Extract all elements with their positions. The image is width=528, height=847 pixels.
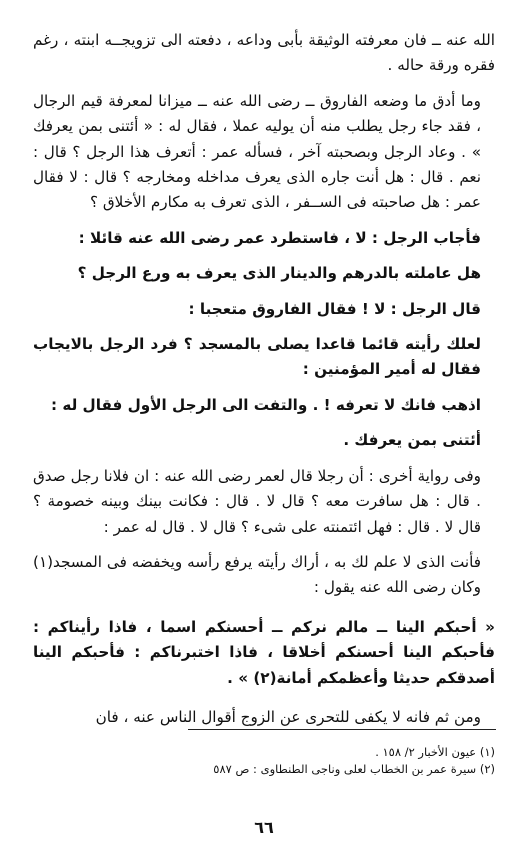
paragraph-10: فأنت الذى لا علم لك به ، أراك رأيته يرفع رأسه ويخفضه فى المسجد(١) وكان رضى الله عنه يقول : — [33, 552, 481, 597]
paragraph-1: الله عنه ــ فان معرفته الوثيقة بأبى وداعه ، دفعته الى تزويجــه ابنته ، رغم فقره ورقة حاله . — [33, 31, 495, 75]
paragraph-4: هل عاملته بالدرهم والدينار الذى يعرف به ورع الرجل ؟ — [77, 264, 481, 283]
paragraph-8: أئتنى بمن يعرفك . — [343, 431, 481, 450]
paragraph-7: اذهب فانك لا تعرفه ! . والتفت الى الرجل الأول فقال له : — [51, 395, 481, 414]
page-number: ٦٦ — [254, 818, 274, 837]
paragraph-2: وما أدق ما وضعه الفاروق ــ رضى الله عنه ــ ميزانا لمعرفة قيم الرجال ، فقد جاء رجل يطلب منه أن يوليه عملا ، فقال له : « أئتنى بمن يعرفك » . وعاد الرجل وبصحبته آخر ، فسأله عمر : أتعرف هذا الرجل ؟ قال : نعم . قال : هل أنت جاره الذى يعرف مداخله ومخارجه ؟ قال : لا فقال عمر : هل صاحبته فى الســفر ، الذى تعرف به مكارم الأخلاق ؟ — [33, 91, 481, 212]
footnote-divider — [188, 729, 496, 730]
paragraph-3: فأجاب الرجل : لا ، فاستطرد عمر رضى الله عنه قائلا : — [78, 228, 481, 247]
paragraph-6: لعلك رأيته قائما قاعدا يصلى بالمسجد ؟ فرد الرجل بالايجاب فقال له أمير المؤمنين : — [33, 335, 481, 379]
quote-paragraph: « أحبكم الينا ــ مالم نركم ــ أحسنكم اسما ، فاذا رأيناكم : فأحبكم الينا أحسنكم أخلاقا ، فاذا اختبرناكم : فأحبكم الينا أصدقكم حديثا وأعظمكم أمانة(٢) » . — [33, 617, 495, 687]
footnote-2: (٢) سيرة عمر بن الخطاب لعلى وناجى الطنطاوى : ص ٥٨٧ — [213, 762, 495, 776]
paragraph-5: قال الرجل : لا ! فقال الفاروق متعجبا : — [188, 299, 481, 318]
paragraph-12: ومن ثم فانه لا يكفى للتحرى عن الزوج أقوال الناس عنه ، فان — [95, 707, 481, 726]
footnotes — [33, 744, 495, 778]
paragraph-9: وفى رواية أخرى : أن رجلا قال لعمر رضى الله عنه : ان فلانا رجل صدق . قال : هل سافرت معه ؟ قال لا . قال : فكانت بينك وبينه خصومة ؟ قال لا . قال : فهل ائتمنته على شىء ؟ قال لا . قال له عمر : — [33, 466, 481, 536]
footnote-1: (١) عيون الأخبار ٢/ ١٥٨ . — [375, 745, 495, 759]
